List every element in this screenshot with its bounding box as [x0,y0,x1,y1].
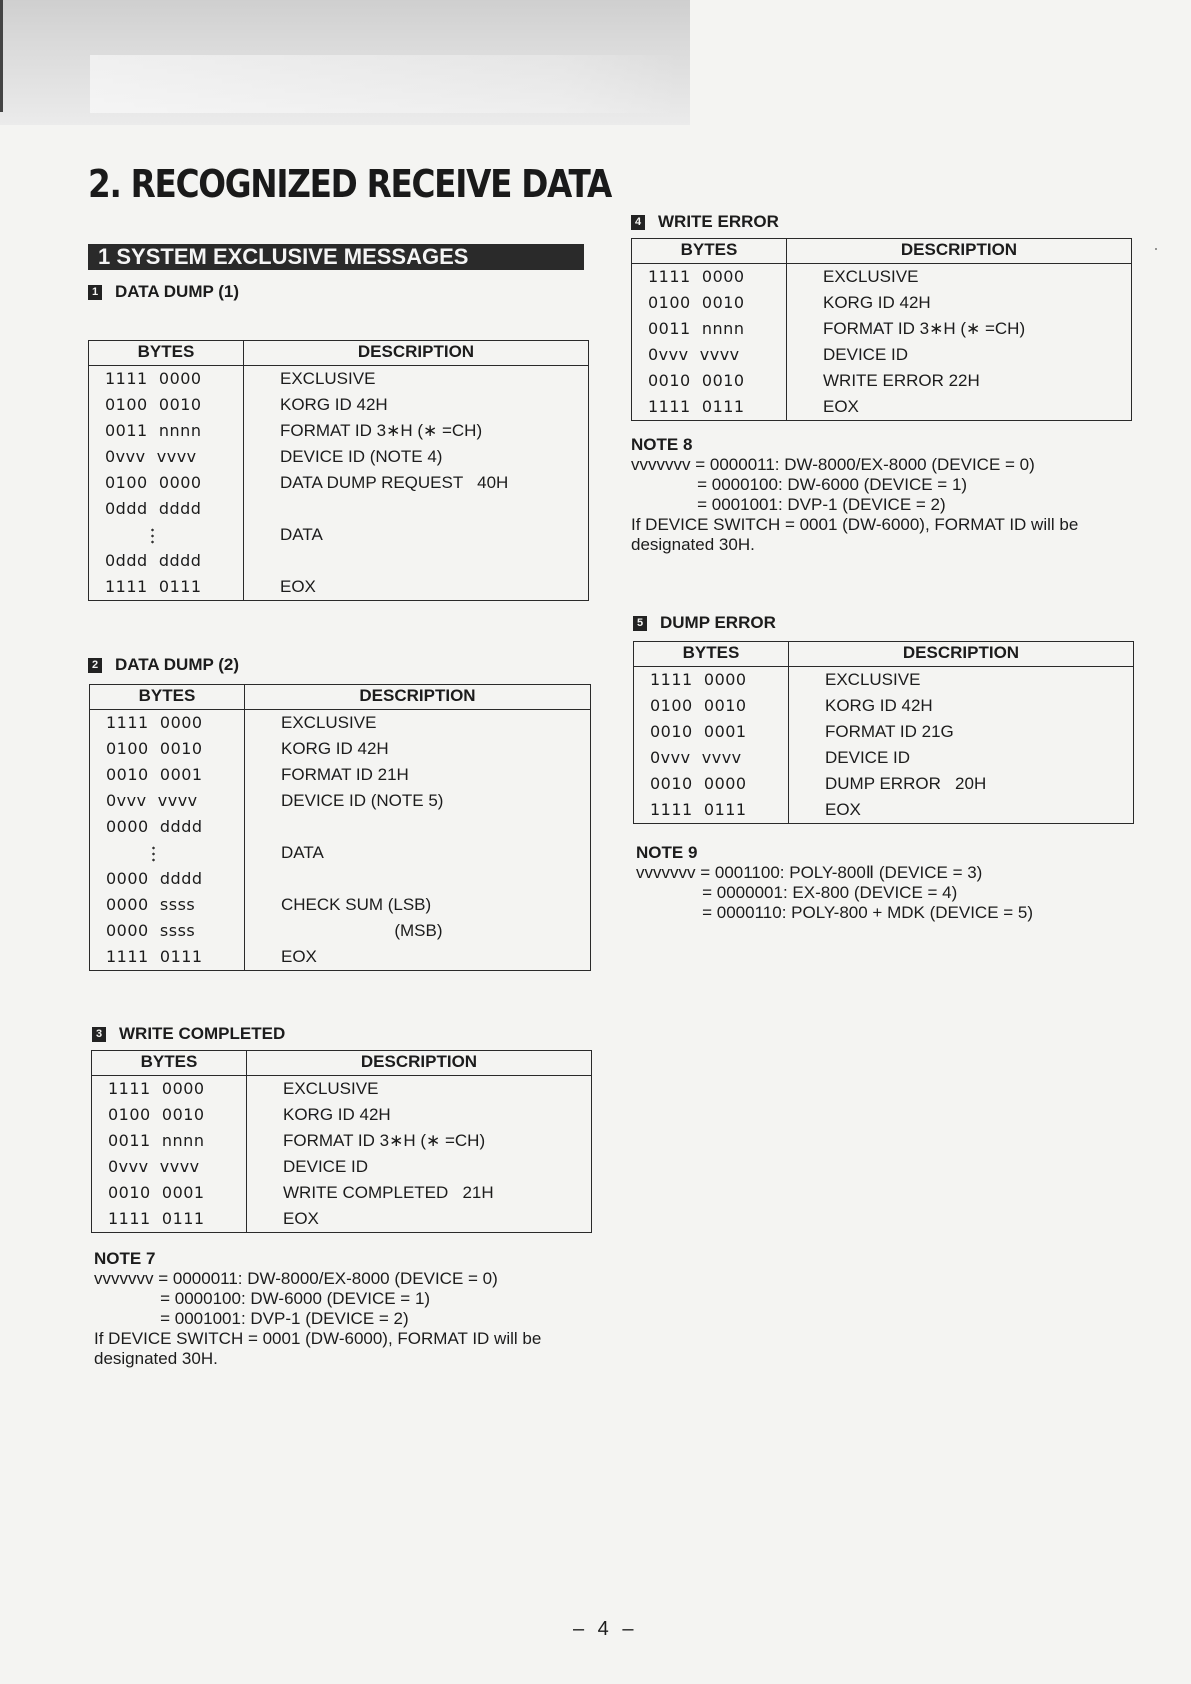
bytes-cell: 0010 0001 [92,1180,247,1206]
table-row [89,444,588,470]
description-cell: DEVICE ID (NOTE 4) [280,447,443,466]
bytes-cell: 0ddd dddd [89,496,244,522]
heading-text: WRITE COMPLETED [119,1024,286,1043]
note-line: = 0001001: DVP-1 (DEVICE = 2) [631,495,946,514]
note-line: If DEVICE SWITCH = 0001 (DW-6000), FORMAT ID will be [631,515,1079,534]
table-row [89,522,588,548]
table-row [92,1154,591,1180]
note-line: vvvvvvv = 0001100: POLY-800Ⅱ (DEVICE = 3) [636,863,983,882]
bytes-cell: 0010 0010 [632,368,787,394]
table-row [89,392,588,418]
number-box-icon: 2 [88,658,102,673]
description-cell: EXCLUSIVE [825,670,921,689]
table-row [89,548,588,574]
bytes-column-header: BYTES [632,239,787,263]
table-row [632,394,1131,420]
description-cell: DEVICE ID (NOTE 5) [281,791,444,810]
note-line: vvvvvvv = 0000011: DW-8000/EX-8000 (DEVICE = 0) [94,1269,498,1288]
table-row [90,866,590,892]
table-row [632,290,1131,316]
heading-text: DATA DUMP (2) [115,655,240,674]
table-row [92,1128,591,1154]
heading-text: WRITE ERROR [658,212,779,231]
description-cell: EXCLUSIVE [281,713,377,732]
table-row [92,1102,591,1128]
bytes-cell: 0011 nnnn [89,418,244,444]
description-cell: KORG ID 42H [825,696,933,715]
table-row [90,736,590,762]
heading-text: DATA DUMP (1) [115,282,240,301]
description-column-header: DESCRIPTION [357,342,475,361]
write-completed-table [91,1050,592,1233]
bytes-cell: 1111 0000 [92,1076,247,1102]
note-line: = 0000100: DW-6000 (DEVICE = 1) [94,1289,431,1308]
table-row [92,1206,591,1232]
binding-mark [0,0,3,112]
bytes-cell: 1111 0000 [634,667,789,693]
table-row [89,366,588,392]
bytes-cell: 0vvv vvvv [634,745,789,771]
description-cell: EOX [280,577,316,596]
description-cell [245,814,590,840]
bytes-column-header: BYTES [90,685,245,709]
table-row [634,797,1133,823]
dump-error-heading [633,613,776,633]
description-cell [244,548,588,574]
table-row [89,496,588,522]
description-cell: EOX [825,800,861,819]
bytes-cell: 1111 0111 [92,1206,247,1232]
write-error-table [631,238,1132,421]
description-cell: WRITE COMPLETED 21H [283,1183,494,1202]
note-heading: NOTE 8 [631,435,693,454]
table-header [634,642,1133,667]
note-heading: NOTE 7 [94,1249,156,1268]
table-header [89,341,588,366]
section-bar [88,244,584,270]
note-8 [631,435,1078,555]
table-row [634,745,1133,771]
description-cell: DATA [281,843,324,862]
table-row [90,892,590,918]
bytes-cell: 0010 0000 [634,771,789,797]
description-cell: EOX [281,947,317,966]
description-cell: FORMAT ID 3∗H (∗ =CH) [280,421,483,440]
bytes-cell: 0100 0010 [92,1102,247,1128]
bytes-cell: 0011 nnnn [92,1128,247,1154]
description-column-header: DESCRIPTION [360,1052,478,1071]
data-dump-1-table [88,340,589,601]
table-row [90,944,590,970]
bytes-cell: 0vvv vvvv [90,788,245,814]
vertical-ellipsis-icon [152,845,155,863]
write-error-heading [631,212,779,232]
bytes-cell: 0100 0010 [89,392,244,418]
table-row [92,1076,591,1102]
table-header [90,685,590,710]
vertical-ellipsis-icon [151,527,154,545]
description-cell: EOX [823,397,859,416]
bytes-cell: 0100 0010 [632,290,787,316]
heading-text: DUMP ERROR [660,613,776,632]
table-header [632,239,1131,264]
bytes-cell: 0vvv vvvv [92,1154,247,1180]
description-cell: (MSB) [281,921,443,940]
bytes-cell: 0vvv vvvv [89,444,244,470]
description-cell: DATA [280,525,323,544]
note-line: vvvvvvv = 0000011: DW-8000/EX-8000 (DEVICE = 0) [631,455,1035,474]
table-row [632,368,1131,394]
page-title: 2. RECOGNIZED RECEIVE DATA [88,162,611,206]
bytes-cell [89,522,244,548]
table-row [90,710,590,736]
data-dump-2-table [89,684,591,971]
table-row [92,1180,591,1206]
bytes-cell: 1111 0000 [90,710,245,736]
description-cell: DATA DUMP REQUEST 40H [280,473,509,492]
section-title: SYSTEM EXCLUSIVE MESSAGES [116,244,469,269]
description-cell: EXCLUSIVE [823,267,919,286]
description-cell: FORMAT ID 3∗H (∗ =CH) [283,1131,486,1150]
bytes-cell: 0000 ssss [90,918,245,944]
description-cell: WRITE ERROR 22H [823,371,980,390]
table-row [90,918,590,944]
note-line: If DEVICE SWITCH = 0001 (DW-6000), FORMAT ID will be [94,1329,542,1348]
table-row [632,264,1131,290]
description-cell: FORMAT ID 3∗H (∗ =CH) [823,319,1026,338]
dump-error-table [633,641,1134,824]
data-dump-1-heading [88,282,239,302]
bytes-cell: 1111 0111 [90,944,245,970]
table-row [90,840,590,866]
table-row [634,719,1133,745]
bytes-cell: 0vvv vvvv [632,342,787,368]
description-column-header: DESCRIPTION [902,643,1020,662]
description-cell: KORG ID 42H [281,739,389,758]
note-line: = 0001001: DVP-1 (DEVICE = 2) [94,1309,409,1328]
bytes-cell: 0100 0000 [89,470,244,496]
data-dump-2-heading [88,655,239,675]
note-heading: NOTE 9 [636,843,698,862]
table-row [89,418,588,444]
note-line: = 0000100: DW-6000 (DEVICE = 1) [631,475,968,494]
description-cell [244,496,588,522]
description-cell: KORG ID 42H [283,1105,391,1124]
table-row [90,762,590,788]
description-column-header: DESCRIPTION [900,240,1018,259]
table-row [634,771,1133,797]
header-band [0,0,690,125]
table-row [632,316,1131,342]
note-line: = 0000001: EX-800 (DEVICE = 4) [636,883,958,902]
page-number: – 4 – [573,1618,638,1640]
bytes-cell: 0000 ssss [90,892,245,918]
description-cell: DEVICE ID [823,345,909,364]
table-row [634,693,1133,719]
description-cell: EOX [283,1209,319,1228]
table-header [92,1051,591,1076]
description-cell: FORMAT ID 21G [825,722,954,741]
number-box-icon: 3 [92,1027,106,1042]
bytes-cell: 0010 0001 [90,762,245,788]
table-row [90,814,590,840]
bytes-column-header: BYTES [634,642,789,666]
description-cell [245,866,590,892]
bytes-cell: 1111 0111 [632,394,787,420]
description-cell: EXCLUSIVE [283,1079,379,1098]
bytes-cell [90,840,245,866]
bytes-cell: 0010 0001 [634,719,789,745]
bytes-column-header: BYTES [89,341,244,365]
write-completed-heading [92,1024,285,1044]
bytes-cell: 0100 0010 [90,736,245,762]
description-cell: FORMAT ID 21H [281,765,409,784]
number-box-icon: 4 [631,215,645,230]
section-number: 1 [98,244,111,269]
note-line: designated 30H. [94,1349,218,1368]
table-row [89,574,588,600]
description-cell: KORG ID 42H [823,293,931,312]
table-row [90,788,590,814]
table-row [634,667,1133,693]
note-line: designated 30H. [631,535,755,554]
bytes-cell: 1111 0000 [89,366,244,392]
description-cell: KORG ID 42H [280,395,388,414]
description-cell: DEVICE ID [283,1157,369,1176]
number-box-icon: 1 [88,285,102,300]
bytes-column-header: BYTES [92,1051,247,1075]
bytes-cell: 1111 0111 [634,797,789,823]
bytes-cell: 0011 nnnn [632,316,787,342]
number-box-icon: 5 [633,616,647,631]
table-row [632,342,1131,368]
bytes-cell: 0ddd dddd [89,548,244,574]
paper-speck [1155,248,1157,250]
note-9 [636,843,1033,923]
description-cell: DEVICE ID [825,748,911,767]
bytes-cell: 1111 0000 [632,264,787,290]
description-cell: EXCLUSIVE [280,369,376,388]
bytes-cell: 0000 dddd [90,866,245,892]
description-cell: DUMP ERROR 20H [825,774,987,793]
description-cell: CHECK SUM (LSB) [281,895,432,914]
note-7 [94,1249,541,1369]
bytes-cell: 1111 0111 [89,574,244,600]
bytes-cell: 0000 dddd [90,814,245,840]
table-row [89,470,588,496]
description-column-header: DESCRIPTION [359,686,476,705]
bytes-cell: 0100 0010 [634,693,789,719]
note-line: = 0000110: POLY-800 + MDK (DEVICE = 5) [636,903,1034,922]
